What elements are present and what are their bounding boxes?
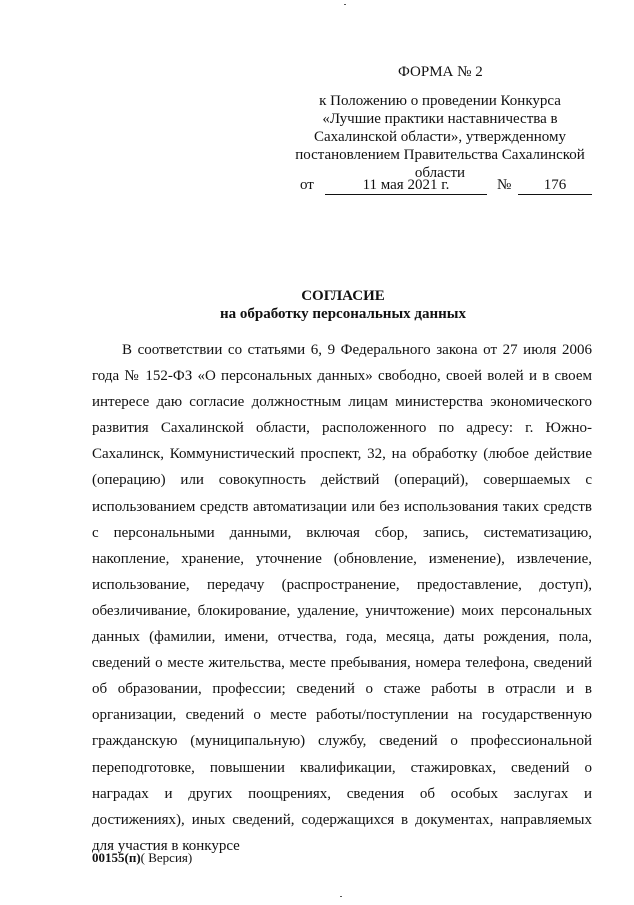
- approval-date: 11 мая 2021 г.: [325, 177, 487, 195]
- scan-speck: [344, 4, 346, 5]
- document-version: ( Версия): [140, 850, 193, 865]
- appendix-line: области: [414, 165, 466, 181]
- form-title: ФОРМА № 2: [398, 64, 483, 80]
- document-title: СОГЛАСИЕ: [301, 288, 385, 304]
- document-subtitle: на обработку персональных данных: [220, 306, 466, 322]
- number-label: №: [497, 177, 512, 193]
- scan-speck: [340, 896, 342, 897]
- appendix-line: постановлением Правительства Сахалинской: [295, 147, 585, 163]
- footer: [92, 850, 192, 866]
- document-code: 00155(п): [92, 850, 141, 865]
- approval-number: 176: [518, 177, 592, 195]
- appendix-line: «Лучшие практики наставничества в: [322, 111, 558, 127]
- consent-body-paragraph: В соответствии со статьями 6, 9 Федерального закона от 27 июля 2006 года № 152-ФЗ «О персональных данных» свободно, своей волей и в своем интересе даю согласие должностным лицам министерства экономического развития Сахалинской области, расположенного по адресу: г. Южно-Сахалинск, Коммунистический проспект, 32, на обработку (любое действие (операцию) или совокупность действий (операций), совершаемых с использованием средств автоматизации или без использования таких средств с персональными данными, включая сбор, запись, систематизацию, накопление, хранение, уточнение (обновление, изменение), извлечение, использование, передачу (распространение, предоставление, доступ), обезличивание, блокирование, удаление, уничтожение) моих персональных данных (фамилии, имени, отчества, года, месяца, даты рождения, пола, сведений о месте жительства, месте пребывания, номера телефона, сведений об образовании, профессии; сведений о стаже работы в отрасли и в организации, сведений о месте работы/поступлении на государственную гражданскую (муниципальную) службу, сведений о профессиональной переподготовке, повышении квалификации, стажировках, сведений о наградах и других поощрениях, сведения об особых заслугах и достижениях), иных сведений, содержащихся в документах, направляемых для участия в конкурсе: [92, 342, 592, 854]
- approval-line: [300, 177, 592, 197]
- from-label: от: [300, 177, 314, 193]
- appendix-line: к Положению о проведении Конкурса: [319, 93, 561, 109]
- appendix-line: Сахалинской области», утвержденному: [313, 129, 567, 145]
- appendix-reference: [290, 92, 590, 182]
- document-heading: [0, 287, 634, 323]
